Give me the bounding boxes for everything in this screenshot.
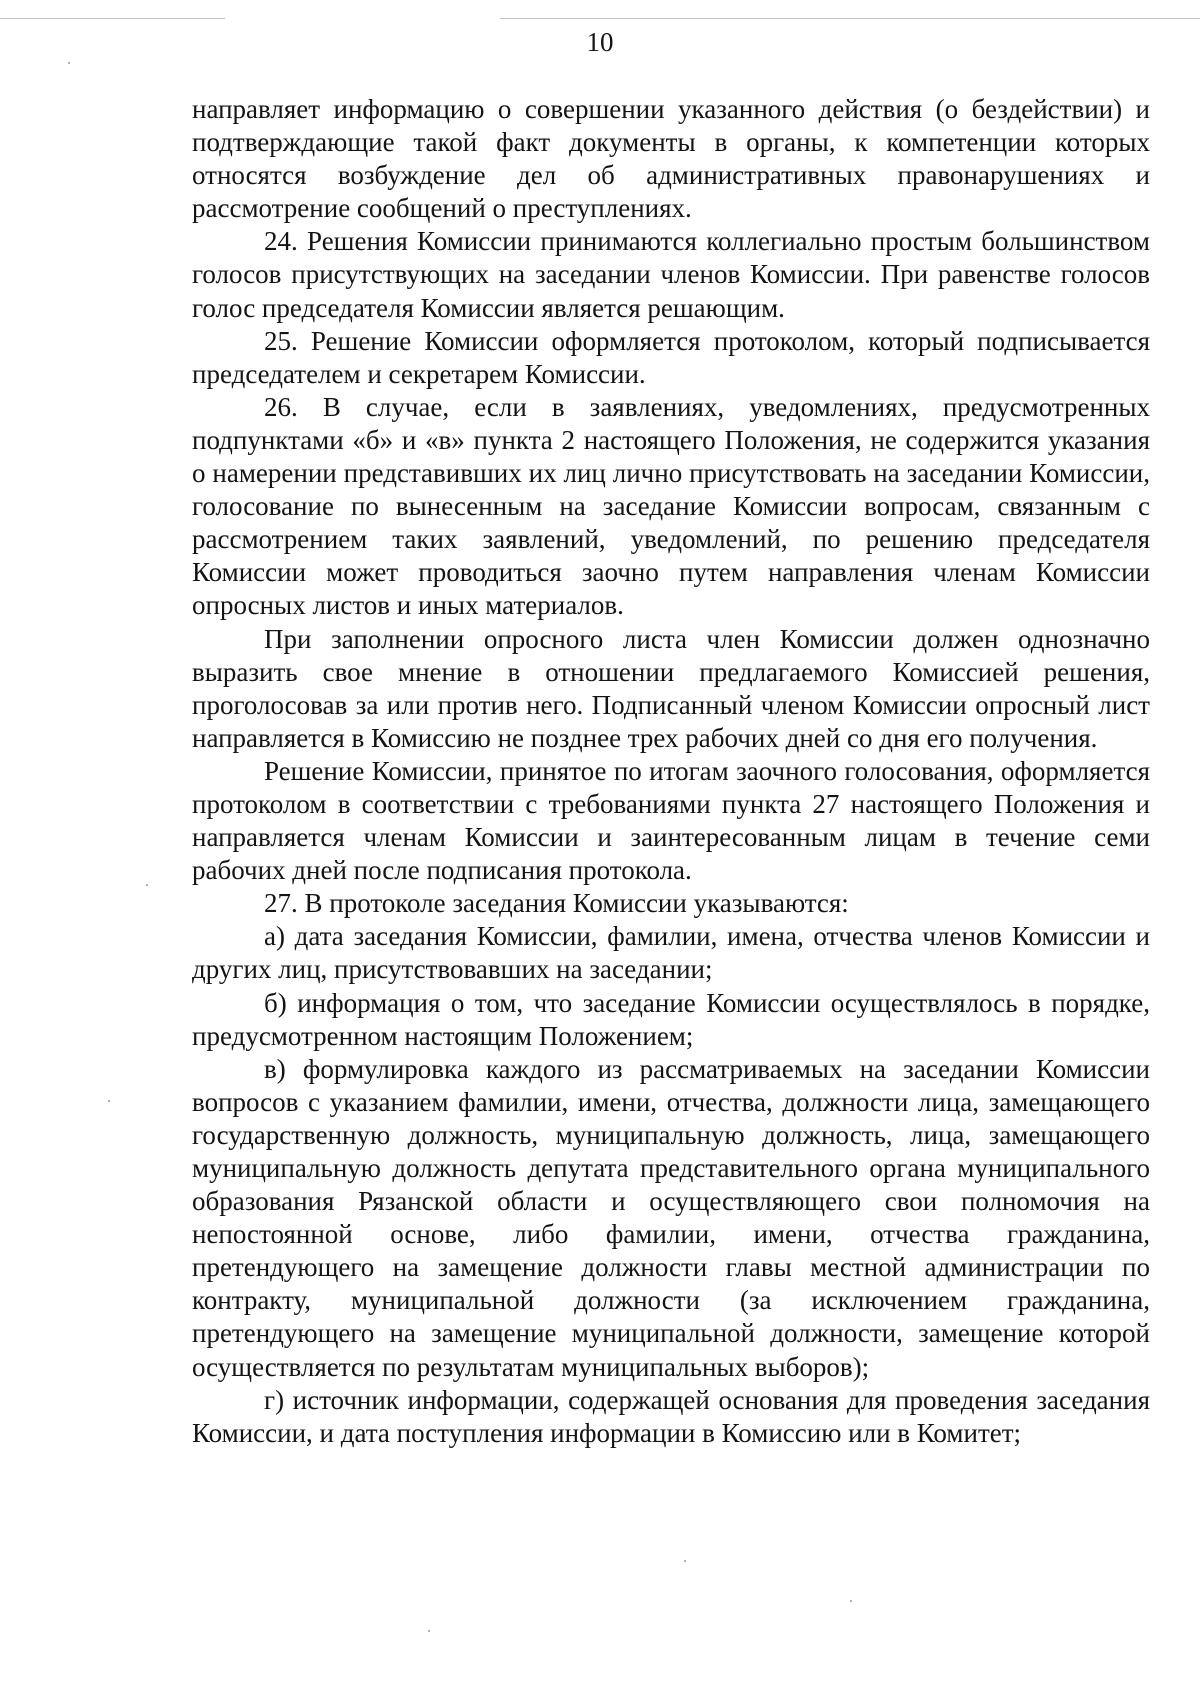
subitem-a: а) дата заседания Комиссии, фамилии, имена, отчества членов Комиссии и других лиц, присутствовавших на заседании; [192,921,1150,985]
scan-edge-right [500,18,1200,19]
paragraph-absentee-decision: Решение Комиссии, принятое по итогам заочного голосования, оформляется протоколом в соответствии с требованиями пункта 27 настоящего Положения и направляется членам Комиссии и заинтересованным лицам в течение семи рабочих дней после подписания протокола. [192,755,1150,886]
paragraph-continuation: направляет информацию о совершении указанного действия (о бездействии) и подтверждающие такой факт документы в органы, к компетенции которых относятся возбуждение дел об административных правонарушениях и рассмотрение сообщений о преступлениях. [192,94,1150,224]
subitem-b: б) информация о том, что заседание Комиссии осуществлялось в порядке, предусмотренном настоящим Положением; [192,987,1150,1051]
document-body [192,93,1150,1450]
paragraph-questionnaire: При заполнении опросного листа член Комиссии должен однозначно выразить свое мнение в отношении предлагаемого Комиссией решения, проголосовав за или против него. Подписанный членом Комиссии опросный лист направляется в Комиссию не позднее трех рабочих дней со дня его получения. [192,623,1150,753]
scan-speck [146,884,148,886]
paragraph-item-25: 25. Решение Комиссии оформляется протоколом, который подписывается председателем и секретарем Комиссии. [192,325,1150,389]
subitem-g: г) источник информации, содержащей основания для проведения заседания Комиссии, и дата поступления информации в Комиссию или в Комитет; [192,1384,1150,1448]
scan-speck [428,1630,430,1632]
paragraph-item-27: 27. В протоколе заседания Комиссии указываются: [264,888,849,919]
paragraph-item-24: 24. Решения Комиссии принимаются коллегиально простым большинством голосов присутствующих на заседании членов Комиссии. При равенстве голосов голос председателя Комиссии является решающим. [192,226,1150,323]
page-number: 10 [586,27,614,57]
paragraph-item-26: 26. В случае, если в заявлениях, уведомлениях, предусмотренных подпунктами «б» и «в» пункта 2 настоящего Положения, не содержится указания о намерении представивших их лиц лично присутствовать на заседании Комиссии, голосование по вынесенным на заседание Комиссии вопросам, связанным с рассмотрением таких заявлений, уведомлений, по решению председателя Комиссии может проводиться заочно путем направления членам Комиссии опросных листов и иных материалов. [192,391,1150,621]
scan-edge-left [0,18,225,19]
subitem-v: в) формулировка каждого из рассматриваемых на заседании Комиссии вопросов с указанием фамилии, имени, отчества, должности лица, замещающего государственную должность, муниципальную должность, лица, замещающего муниципальную должность депутата представительного органа муниципального образования Рязанской области и осуществляющего свои полномочия на непостоянной основе, либо фамилии, имени, отчества гражданина, претендующего на замещение должности главы местной администрации по контракту, муниципальной должности (за исключением гражданина, претендующего на замещение муниципальной должности, замещение которой осуществляется по результатам муниципальных выборов); [192,1053,1150,1382]
scan-speck [108,1100,110,1102]
scan-speck [68,62,70,64]
scan-speck [850,1600,852,1602]
scan-speck [684,1560,686,1562]
